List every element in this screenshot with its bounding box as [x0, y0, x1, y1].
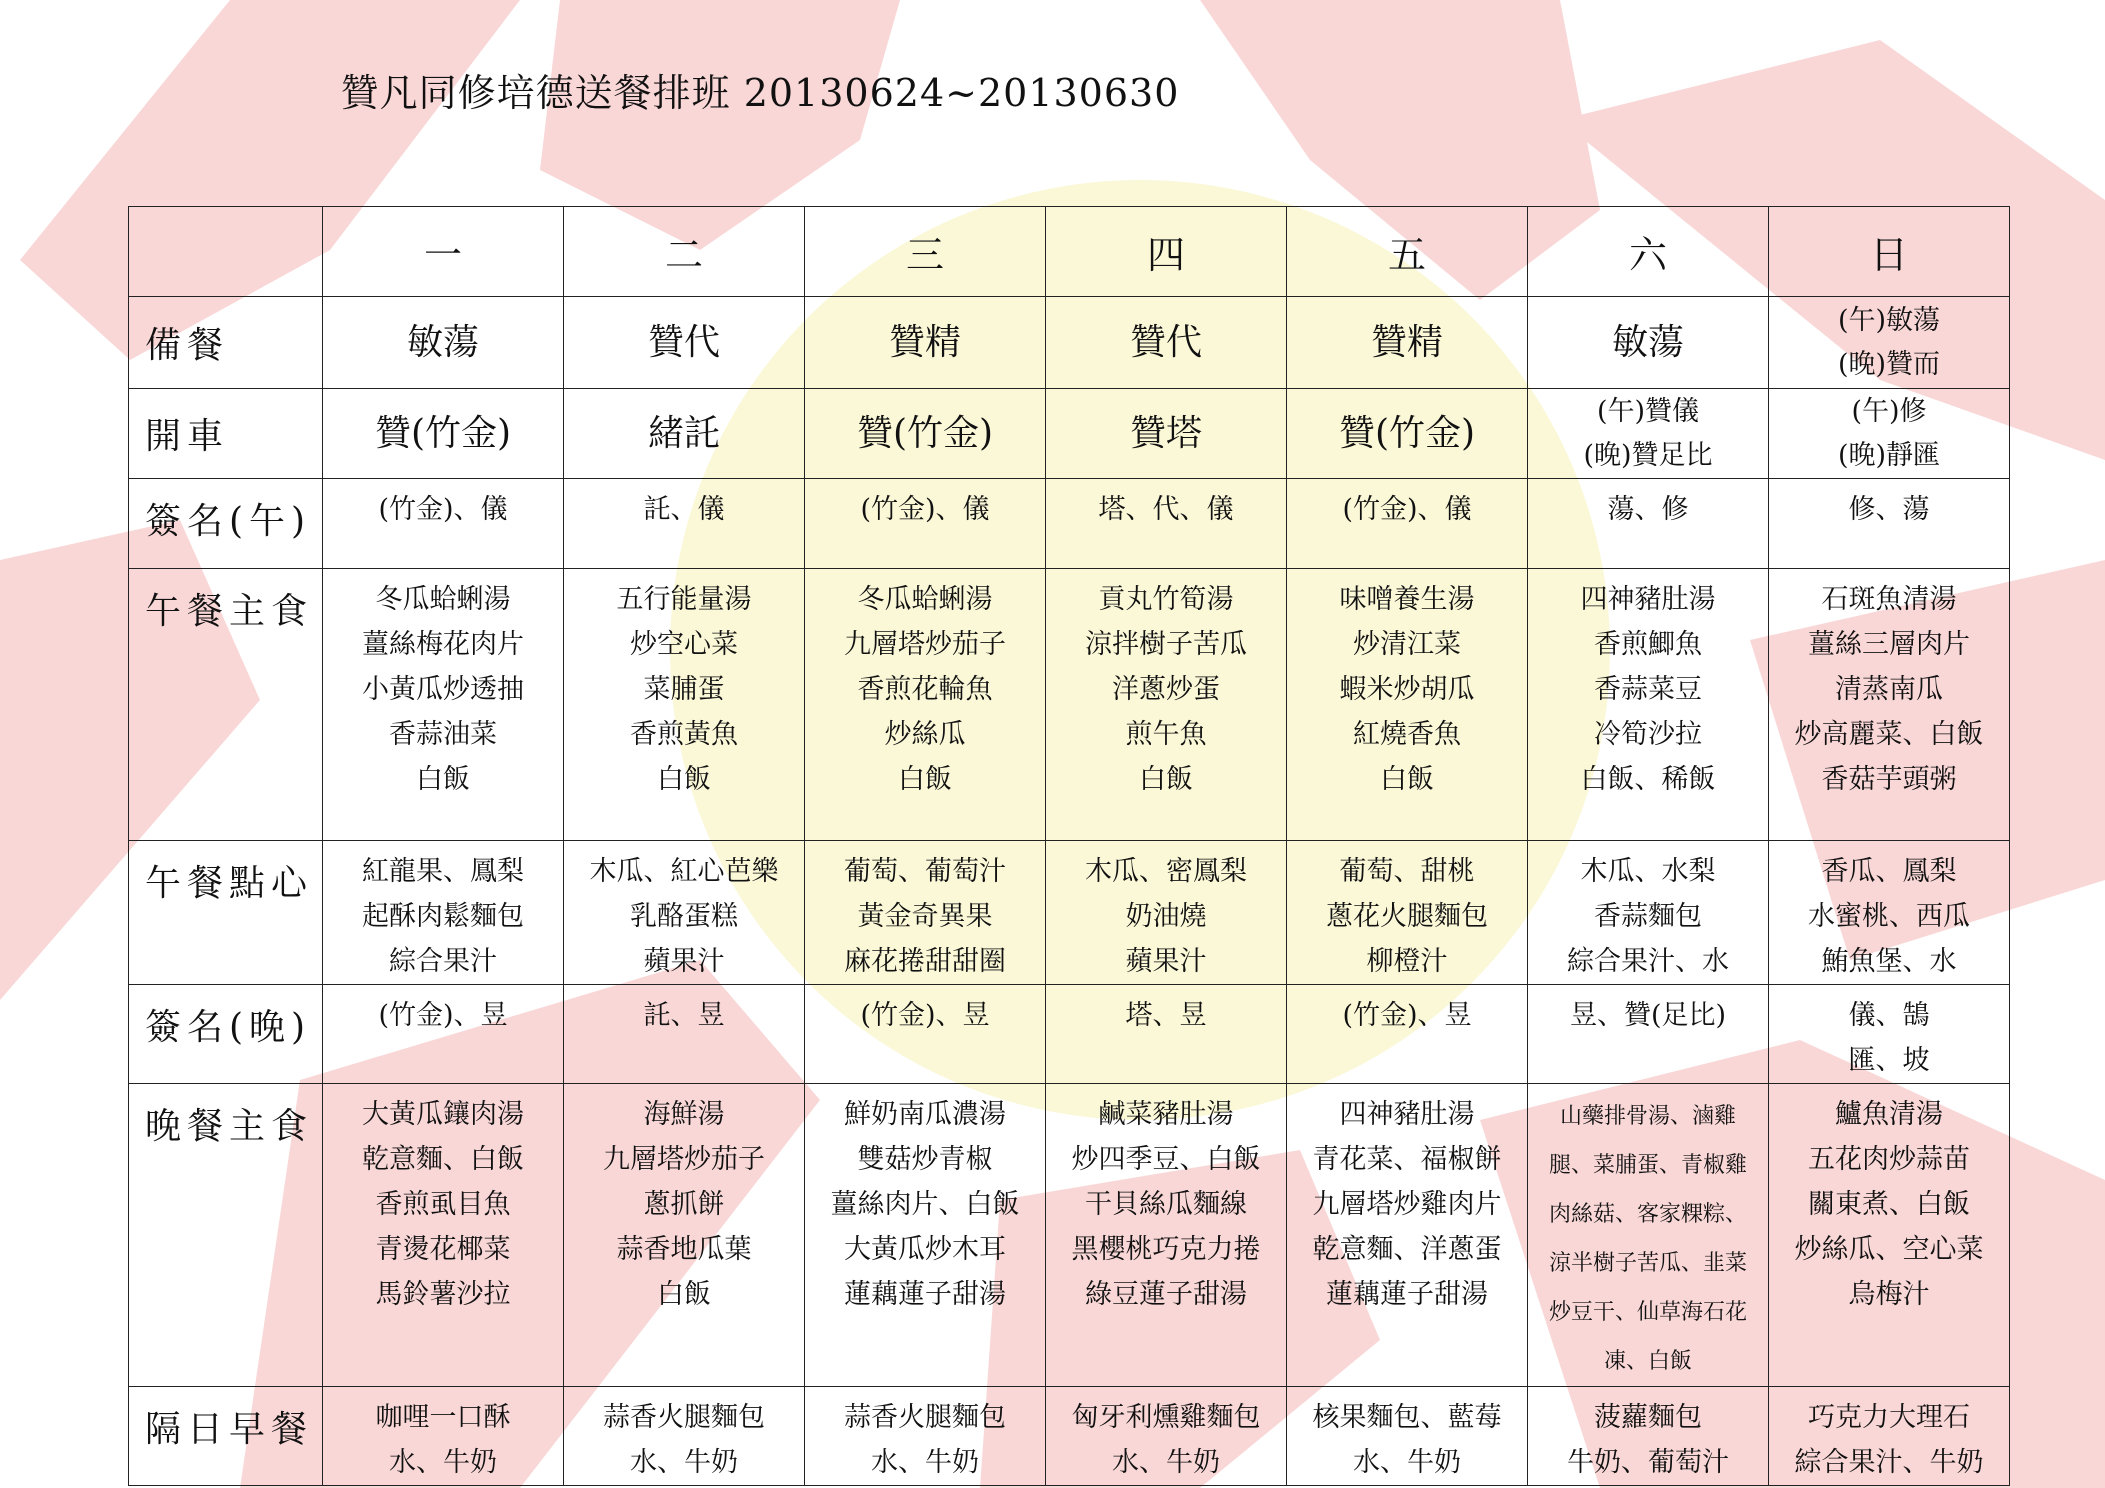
day-header: 二	[564, 207, 805, 297]
cell-line: 贊精	[888, 321, 961, 363]
cell-line: 牛奶、葡萄汁	[1567, 1447, 1729, 1478]
cell-line: 涼半樹子苦瓜、韭菜	[1548, 1251, 1747, 1276]
cell-line: 白飯	[1139, 764, 1193, 795]
cell-line: 託、昱	[643, 1000, 725, 1031]
cell-line: 四神豬肚湯	[1580, 584, 1716, 615]
schedule-cell	[1769, 479, 2010, 569]
cell-line: 凍、白飯	[1603, 1349, 1692, 1374]
cell-line: 贊(竹金)	[856, 412, 994, 454]
schedule-cell	[1769, 1084, 2010, 1387]
cell-line: 水、牛奶	[1353, 1447, 1461, 1478]
cell-line: 水、牛奶	[1112, 1447, 1220, 1478]
schedule-cell	[564, 841, 805, 985]
schedule-cell	[1769, 569, 2010, 841]
cell-line: (晚)贊而	[1837, 348, 1941, 380]
cell-line: 菜脯蛋	[643, 674, 725, 705]
cell-line: 香蒜麵包	[1594, 901, 1702, 932]
cell-line: 炒絲瓜、空心菜	[1794, 1234, 1984, 1265]
cell-line: 黃金奇異果	[857, 901, 993, 932]
cell-line: 緒託	[647, 412, 720, 454]
table-row	[129, 1084, 2010, 1387]
cell-line: (晚)靜匯	[1837, 439, 1941, 471]
cell-line: 紅燒香魚	[1353, 719, 1461, 750]
cell-line: 香瓜、鳳梨	[1821, 856, 1957, 887]
cell-line: 木瓜、水梨	[1580, 856, 1716, 887]
table-row	[129, 985, 2010, 1084]
schedule-cell	[1528, 569, 1769, 841]
cell-line: 洋蔥炒蛋	[1112, 674, 1220, 705]
cell-line: 白飯	[657, 1279, 711, 1310]
cell-line: 贊代	[647, 321, 720, 363]
cell-line: 綜合果汁、牛奶	[1794, 1447, 1984, 1478]
schedule-cell	[805, 841, 1046, 985]
cell-line: 麻花捲甜甜圈	[844, 946, 1006, 977]
row-label: 簽名(晚)	[129, 985, 323, 1084]
cell-line: 白飯	[657, 764, 711, 795]
header-row	[129, 207, 2010, 297]
cell-line: 白飯、稀飯	[1580, 764, 1716, 795]
schedule-cell	[564, 297, 805, 389]
table-row	[129, 297, 2010, 389]
cell-line: 奶油燒	[1125, 901, 1207, 932]
row-label: 午餐主食	[129, 569, 323, 841]
cell-line: (竹金)、昱	[860, 1000, 990, 1031]
cell-line: 白飯	[1380, 764, 1434, 795]
cell-line: 起酥肉鬆麵包	[362, 901, 524, 932]
schedule-cell	[1287, 841, 1528, 985]
day-header: 五	[1287, 207, 1528, 297]
cell-line: 香煎花輪魚	[857, 674, 993, 705]
schedule-cell	[1528, 297, 1769, 389]
cell-line: 蝦米炒胡瓜	[1339, 674, 1475, 705]
cell-line: 綠豆蓮子甜湯	[1085, 1279, 1247, 1310]
cell-line: 塔、昱	[1125, 1000, 1207, 1031]
cell-line: 香蒜菜豆	[1594, 674, 1702, 705]
cell-line: 香蒜油菜	[389, 719, 497, 750]
cell-line: 炒空心菜	[630, 629, 738, 660]
day-header: 六	[1528, 207, 1769, 297]
cell-line: 匈牙利燻雞麵包	[1071, 1402, 1261, 1433]
cell-line: 鱸魚清湯	[1835, 1099, 1943, 1130]
cell-line: 香煎黃魚	[630, 719, 738, 750]
schedule-cell	[1287, 985, 1528, 1084]
cell-line: 大黃瓜炒木耳	[844, 1234, 1006, 1265]
schedule-cell	[1287, 569, 1528, 841]
cell-line: (竹金)、儀	[1342, 494, 1472, 525]
cell-line: 昱、贊(足比)	[1569, 1000, 1727, 1031]
schedule-cell	[1287, 1387, 1528, 1486]
cell-line: 九層塔炒茄子	[844, 629, 1006, 660]
schedule-cell	[323, 297, 564, 389]
page-title: 贊凡同修培德送餐排班 20130624~20130630	[340, 71, 1180, 115]
cell-line: 冬瓜蛤蜊湯	[857, 584, 993, 615]
cell-line: 紅龍果、鳳梨	[362, 856, 524, 887]
cell-line: 山藥排骨湯、滷雞	[1559, 1104, 1736, 1129]
schedule-cell	[1769, 841, 2010, 985]
schedule-cell	[1769, 389, 2010, 479]
schedule-cell	[805, 1387, 1046, 1486]
day-header: 四	[1046, 207, 1287, 297]
cell-line: 核果麵包、藍莓	[1312, 1402, 1502, 1433]
schedule-cell	[805, 985, 1046, 1084]
cell-line: (竹金)、昱	[378, 1000, 508, 1031]
cell-line: 香煎鯽魚	[1594, 629, 1702, 660]
cell-line: 小黃瓜炒透抽	[362, 674, 524, 705]
cell-line: 海鮮湯	[643, 1099, 725, 1130]
schedule-cell	[1287, 297, 1528, 389]
cell-line: 五花肉炒蒜苗	[1808, 1144, 1970, 1175]
cell-line: 白飯	[898, 764, 952, 795]
cell-line: 木瓜、紅心芭樂	[589, 856, 779, 887]
schedule-cell	[1046, 1387, 1287, 1486]
cell-line: 匯、坡	[1848, 1045, 1930, 1076]
schedule-cell	[323, 479, 564, 569]
schedule-cell	[805, 569, 1046, 841]
cell-line: 蒜香火腿麵包	[844, 1402, 1006, 1433]
cell-line: 五行能量湯	[616, 584, 752, 615]
table-row	[129, 569, 2010, 841]
row-label: 備餐	[129, 297, 323, 389]
schedule-cell	[323, 985, 564, 1084]
cell-line: 薑絲三層肉片	[1808, 629, 1970, 660]
schedule-cell	[323, 389, 564, 479]
schedule-cell	[1528, 479, 1769, 569]
cell-line: 香煎虱目魚	[375, 1189, 511, 1220]
cell-line: 薑絲肉片、白飯	[830, 1189, 1020, 1220]
cell-line: 石斑魚清湯	[1821, 584, 1957, 615]
cell-line: 贊精	[1370, 321, 1443, 363]
cell-line: 蘋果汁	[1125, 946, 1207, 977]
table-row	[129, 841, 2010, 985]
cell-line: 青燙花椰菜	[375, 1234, 511, 1265]
row-label: 隔日早餐	[129, 1387, 323, 1486]
cell-line: 四神豬肚湯	[1339, 1099, 1475, 1130]
cell-line: 味噌養生湯	[1339, 584, 1475, 615]
schedule-cell	[805, 297, 1046, 389]
cell-line: 咖哩一口酥	[375, 1402, 511, 1433]
cell-line: 黑櫻桃巧克力捲	[1071, 1234, 1261, 1265]
schedule-table	[128, 206, 2010, 1486]
row-label: 簽名(午)	[129, 479, 323, 569]
cell-line: 馬鈴薯沙拉	[375, 1279, 511, 1310]
cell-line: 大黃瓜鑲肉湯	[362, 1099, 524, 1130]
schedule-cell	[1769, 985, 2010, 1084]
cell-line: 薑絲梅花肉片	[362, 629, 524, 660]
cell-line: 鮪魚堡、水	[1821, 946, 1957, 977]
schedule-cell	[323, 569, 564, 841]
cell-line: 肉絲菇、客家粿粽、	[1548, 1202, 1747, 1227]
cell-line: 葡萄、葡萄汁	[844, 856, 1006, 887]
cell-line: 菠蘿麵包	[1594, 1402, 1702, 1433]
row-label: 開車	[129, 389, 323, 479]
schedule-cell	[1287, 1084, 1528, 1387]
cell-line: 雙菇炒青椒	[857, 1144, 993, 1175]
cell-line: 炒清江菜	[1353, 629, 1461, 660]
day-header: 一	[323, 207, 564, 297]
cell-line: (午)敏蕩	[1837, 304, 1941, 336]
cell-line: 乾意麵、洋蔥蛋	[1312, 1234, 1502, 1265]
cell-line: 蒜香地瓜葉	[616, 1234, 752, 1265]
cell-line: 贊代	[1129, 321, 1202, 363]
schedule-cell	[1528, 841, 1769, 985]
cell-line: 修、蕩	[1848, 494, 1930, 525]
cell-line: 白飯	[416, 764, 470, 795]
cell-line: 煎午魚	[1125, 719, 1207, 750]
cell-line: 干貝絲瓜麵線	[1085, 1189, 1247, 1220]
cell-line: 葡萄、甜桃	[1339, 856, 1475, 887]
cell-line: 蔥花火腿麵包	[1326, 901, 1488, 932]
cell-line: 涼拌樹子苦瓜	[1085, 629, 1247, 660]
cell-line: (竹金)、昱	[1342, 1000, 1472, 1031]
schedule-cell	[1046, 841, 1287, 985]
schedule-cell	[564, 479, 805, 569]
cell-line: 冷筍沙拉	[1594, 719, 1702, 750]
corner-cell	[129, 207, 323, 297]
schedule-cell	[564, 569, 805, 841]
schedule-cell	[1769, 297, 2010, 389]
cell-line: 青花菜、福椒餅	[1312, 1144, 1502, 1175]
schedule-cell	[1528, 1084, 1769, 1387]
schedule-cell	[1528, 389, 1769, 479]
cell-line: 乳酪蛋糕	[630, 901, 738, 932]
cell-line: 炒高麗菜、白飯	[1794, 719, 1984, 750]
schedule-cell	[564, 1387, 805, 1486]
cell-line: (晚)贊足比	[1583, 439, 1713, 471]
schedule-cell	[1046, 985, 1287, 1084]
cell-line: 烏梅汁	[1848, 1279, 1930, 1310]
cell-line: 蓮藕蓮子甜湯	[1326, 1279, 1488, 1310]
cell-line: 巧克力大理石	[1808, 1402, 1970, 1433]
schedule-cell	[323, 1084, 564, 1387]
cell-line: 炒絲瓜	[884, 719, 966, 750]
cell-line: 關東煮、白飯	[1808, 1189, 1970, 1220]
cell-line: 貢丸竹筍湯	[1098, 584, 1234, 615]
cell-line: 九層塔炒茄子	[603, 1144, 765, 1175]
cell-line: 儀、鵠	[1848, 1000, 1930, 1031]
table-row	[129, 479, 2010, 569]
cell-line: 腿、菜脯蛋、青椒雞	[1548, 1153, 1747, 1178]
schedule-cell	[1287, 389, 1528, 479]
cell-line: 鮮奶南瓜濃湯	[844, 1099, 1006, 1130]
schedule-cell	[564, 389, 805, 479]
cell-line: 清蒸南瓜	[1835, 674, 1943, 705]
cell-line: (竹金)、儀	[860, 494, 990, 525]
table-row	[129, 389, 2010, 479]
schedule-cell	[1046, 569, 1287, 841]
day-header: 三	[805, 207, 1046, 297]
cell-line: 蒜香火腿麵包	[603, 1402, 765, 1433]
schedule-cell	[323, 1387, 564, 1486]
cell-line: 蓮藕蓮子甜湯	[844, 1279, 1006, 1310]
table-row	[129, 1387, 2010, 1486]
cell-line: 冬瓜蛤蜊湯	[375, 584, 511, 615]
cell-line: 木瓜、密鳳梨	[1085, 856, 1247, 887]
schedule-cell	[564, 1084, 805, 1387]
cell-line: 乾意麵、白飯	[362, 1144, 524, 1175]
schedule-cell	[564, 985, 805, 1084]
cell-line: 蘋果汁	[643, 946, 725, 977]
cell-line: 敏蕩	[406, 321, 479, 363]
schedule-cell	[805, 1084, 1046, 1387]
row-label: 晚餐主食	[129, 1084, 323, 1387]
cell-line: 綜合果汁	[389, 946, 497, 977]
cell-line: (竹金)、儀	[378, 494, 508, 525]
schedule-cell	[1287, 479, 1528, 569]
schedule-cell	[1046, 479, 1287, 569]
cell-line: 水蜜桃、西瓜	[1808, 901, 1970, 932]
cell-line: 鹹菜豬肚湯	[1098, 1099, 1234, 1130]
cell-line: 炒豆干、仙草海石花	[1548, 1300, 1747, 1325]
cell-line: 九層塔炒雞肉片	[1312, 1189, 1502, 1220]
cell-line: 水、牛奶	[871, 1447, 979, 1478]
row-label: 午餐點心	[129, 841, 323, 985]
cell-line: 柳橙汁	[1366, 946, 1448, 977]
schedule-cell	[1046, 389, 1287, 479]
schedule-cell	[1528, 985, 1769, 1084]
schedule-cell	[805, 479, 1046, 569]
cell-line: 敏蕩	[1611, 321, 1684, 363]
cell-line: 水、牛奶	[389, 1447, 497, 1478]
cell-line: 託、儀	[643, 494, 725, 525]
cell-line: 贊塔	[1129, 412, 1202, 454]
cell-line: 贊(竹金)	[1338, 412, 1476, 454]
schedule-cell	[1046, 1084, 1287, 1387]
schedule-cell	[1046, 297, 1287, 389]
cell-line: 蕩、修	[1607, 494, 1689, 525]
cell-line: 贊(竹金)	[374, 412, 512, 454]
cell-line: 塔、代、儀	[1098, 494, 1234, 525]
cell-line: 綜合果汁、水	[1567, 946, 1729, 977]
schedule-cell	[805, 389, 1046, 479]
day-header: 日	[1769, 207, 2010, 297]
cell-line: (午)贊儀	[1596, 395, 1700, 427]
cell-line: 炒四季豆、白飯	[1071, 1144, 1261, 1175]
schedule-cell	[323, 841, 564, 985]
cell-line: 蔥抓餅	[643, 1189, 725, 1220]
schedule-cell	[1769, 1387, 2010, 1486]
cell-line: (午)修	[1851, 395, 1927, 427]
cell-line: 香菇芋頭粥	[1821, 764, 1957, 795]
schedule-cell	[1528, 1387, 1769, 1486]
cell-line: 水、牛奶	[630, 1447, 738, 1478]
